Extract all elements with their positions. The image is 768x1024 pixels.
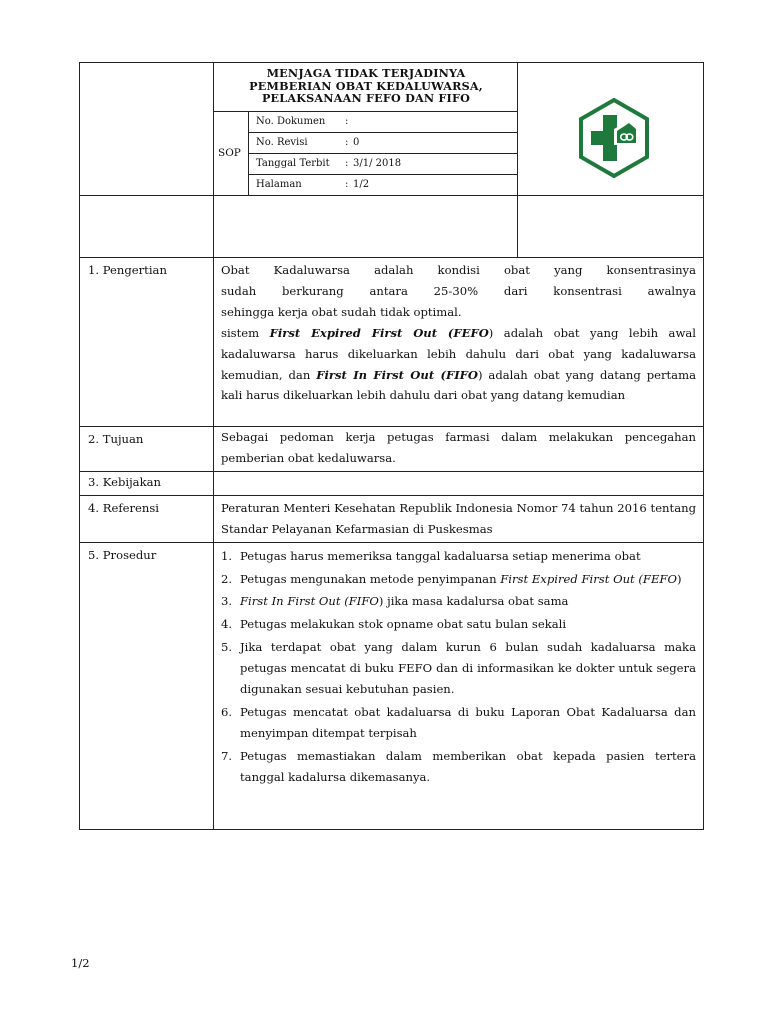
column-divider [213,472,214,495]
meta-value: 3/1/ 2018 [353,158,402,169]
step-text: Petugas mengunakan metode penyimpanan [240,571,501,586]
text-span: ) adalah obat yang datang pertama kali harus dikeluarkan lebih dahulu dari obat yang datang kemudian [221,367,697,403]
section-label: 3. Kebijakan [88,474,161,489]
list-item [221,637,696,700]
section-label: 4. Referensi [88,500,160,515]
step-text: Jika terdapat obat yang dalam kurun 6 bulan sudah kadaluarsa maka petugas mencatat di buku FEFO dan di informasikan ke dokter untuk segera digunakan sesuai kebutuhan pasien. [240,640,696,697]
list-item [221,614,696,635]
text-span: sistem [221,325,270,340]
meta-sep: : [345,158,349,169]
page-number: 1/2 [71,956,90,970]
section-content: Sebagai pedoman kerja petugas farmasi dalam melakukan pencegahan pemberian obat kedaluwarsa. [221,430,696,465]
step-text: ) [676,571,682,586]
sop-divider [248,111,249,195]
puskesmas-logo-icon [574,98,654,178]
section-content: Peraturan Menteri Kesehatan Republik Indonesia Nomor 74 tahun 2016 tentang Standar Pelayanan Kefarmasian di Puskesmas [221,500,696,536]
meta-value: 1/2 [353,179,370,190]
section-tujuan [79,427,704,472]
meta-no-revisi [256,132,518,153]
meta-sep: : [345,116,349,127]
section-content [214,472,703,476]
column-divider [213,496,214,542]
section-content [214,543,703,790]
section-referensi [79,496,704,543]
fefo-term: First Expired First Out (FEFO [500,571,677,586]
section-pengertian [79,258,704,427]
meta-no-dokumen [256,111,518,132]
list-item [221,591,696,612]
list-item [221,746,696,788]
section-label: 2. Tujuan [88,432,144,446]
meta-key: No. Dokumen [256,116,326,127]
text-span: ) adalah obat yang lebih awal kadaluwarsa harus dikeluarkan lebih dahulu dari obat yang kadaluwarsa kemudian, dan [221,325,696,382]
step-number: 6. [221,704,233,719]
meta-sep: : [345,137,349,148]
title-line: PELAKSANAAN FEFO DAN FIFO [261,91,471,106]
meta-key: No. Revisi [256,137,308,148]
meta-sep: : [345,179,349,190]
pengertian-fefo-fifo [221,323,696,407]
step-number: 5. [221,640,233,655]
list-item [221,569,696,590]
sop-label: SOP [218,147,241,159]
meta-key: Tanggal Terbit [256,158,330,169]
pengertian-line: sudah berkurang antara 25-30% dari konsentrasi awalnya [221,283,696,298]
step-number: 3. [221,594,233,609]
fefo-term: First Expired First Out (FEFO [269,325,489,340]
fifo-term: First In First Out (FIFO [316,367,478,382]
step-text: Petugas harus memeriksa tanggal kadaluarsa setiap menerima obat [240,548,641,563]
meta-key: Halaman [256,179,302,190]
step-number: 2. [221,571,233,586]
step-text: Petugas memastiakan dalam memberikan obat kepada pasien tertera tanggal kadalursa dikemasanya. [240,748,696,784]
document-title [214,67,518,105]
step-text: Petugas mencatat obat kadaluarsa di buku Laporan Obat Kadaluarsa dan menyimpan ditempat terpisah [240,704,696,740]
step-number: 7. [221,748,233,763]
section-label: 5. Prosedur [88,547,157,562]
meta-halaman [256,174,518,195]
section-label: 1. Pengertian [88,263,167,277]
section-content [214,258,703,408]
list-item [221,702,696,744]
sop-document [79,62,704,830]
pengertian-line: sehingga kerja obat sudah tidak optimal. [221,304,462,319]
column-divider [213,543,214,829]
sop-header [79,62,704,258]
prosedur-steps [221,546,696,788]
list-item [221,546,696,567]
column-divider [213,427,214,471]
step-text: ) jika masa kadalursa obat sama [378,594,569,609]
step-number: 4. [221,617,233,632]
section-kebijakan [79,472,704,496]
column-divider [213,258,214,426]
title-line: MENJAGA TIDAK TERJADINYA [266,66,466,80]
step-number: 1. [221,548,233,563]
title-line: PEMBERIAN OBAT KEDALUWARSA, [249,78,483,93]
section-prosedur [79,543,704,830]
header-bottom-line [80,195,703,196]
meta-value: 0 [353,137,360,148]
pengertian-line: Obat Kadaluwarsa adalah kondisi obat yang konsentrasinya [221,263,696,277]
step-text: Petugas melakukan stok opname obat satu bulan sekali [240,617,567,632]
fifo-term: First In First Out (FIFO [240,594,379,609]
meta-tanggal-terbit [256,153,518,174]
